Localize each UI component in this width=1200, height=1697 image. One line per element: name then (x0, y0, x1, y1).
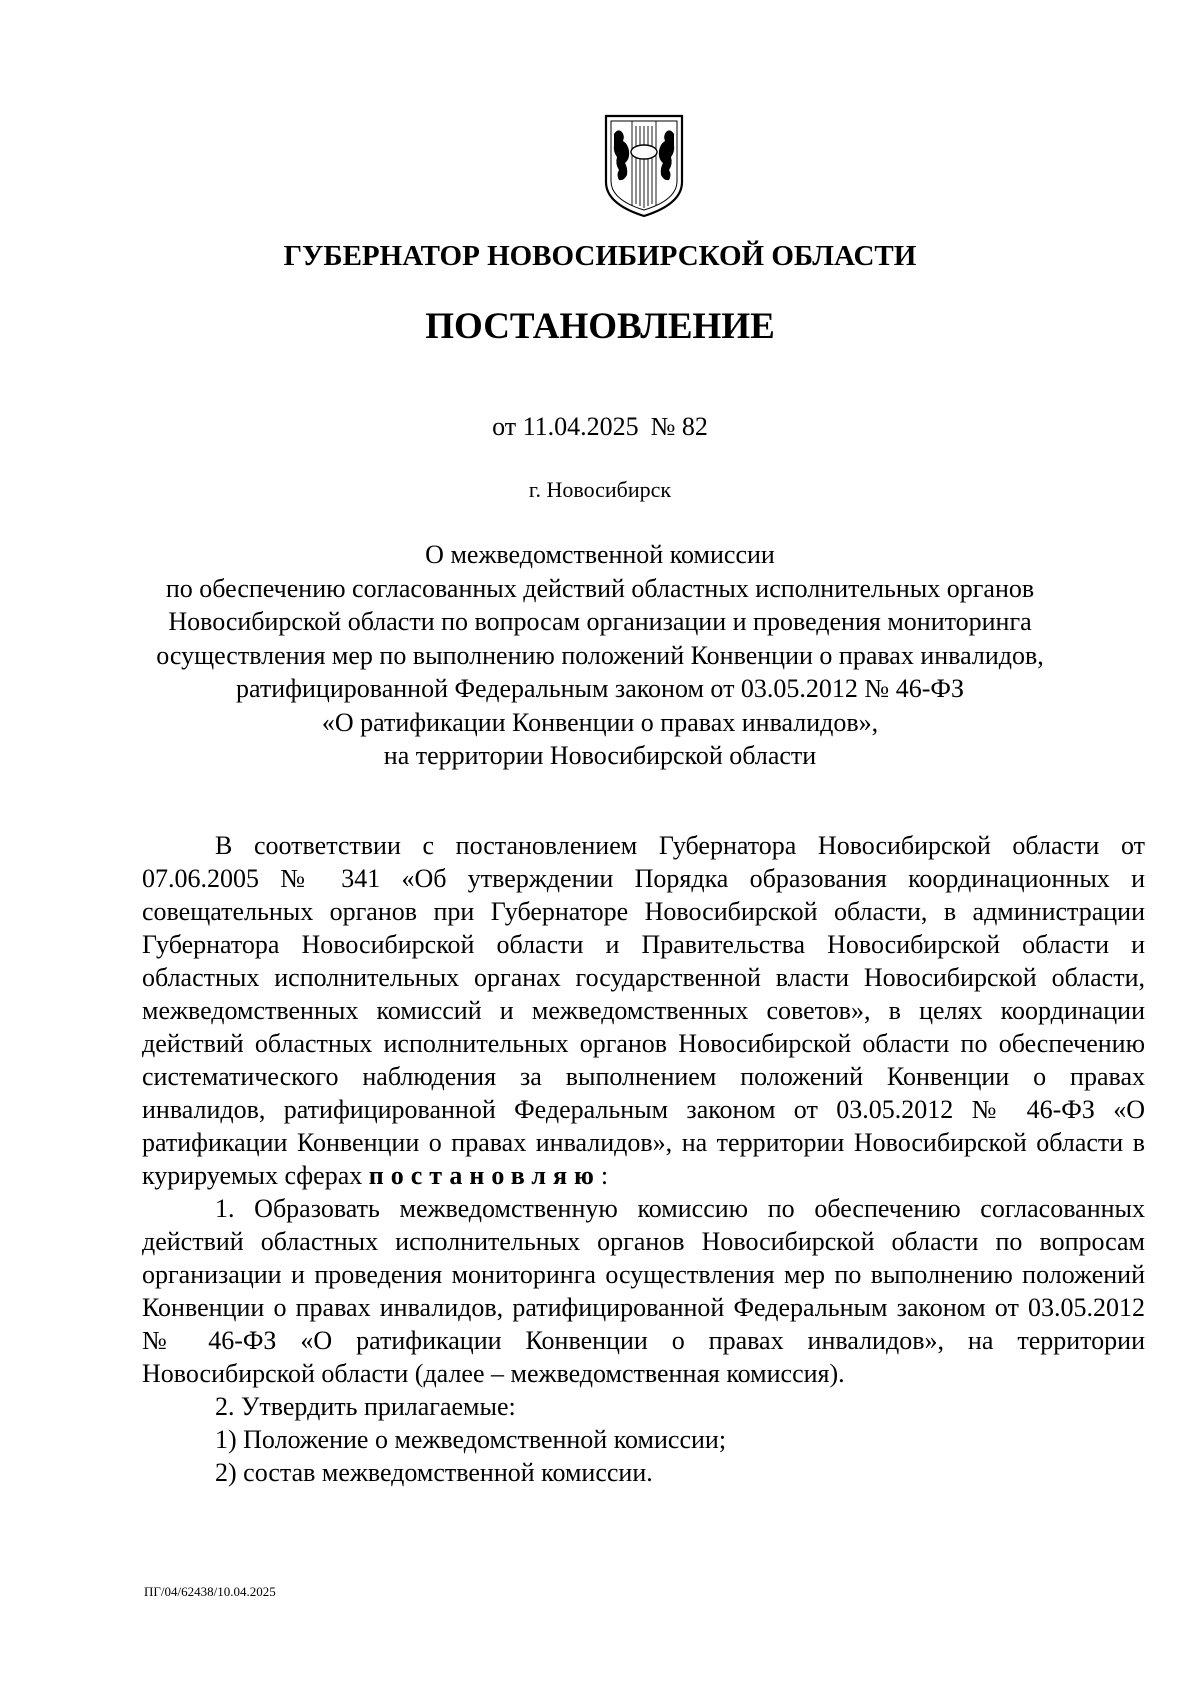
subject-line: на территории Новосибирской области (383, 741, 817, 770)
item-1-paragraph: 1. Образовать межведомственную комиссию по обеспечению согласованных действий областных исполнительных органов Новосибирской области по вопросам организации и проведения мониторинга осуществления мер по выполнению положений Конвенции о правах инвалидов, ратифицированной Федеральным законом от 03.05.2012 № 46-ФЗ «О ратификации Конвенции о правах инвалидов», на территории Новосибирской области (далее – межведомственная комиссия). (142, 1194, 1145, 1388)
footer-registration-code: ПГ/04/62438/10.04.2025 (144, 1584, 276, 1599)
subject-line: О межведомственной комиссии (425, 540, 775, 569)
subject-line: Новосибирской области по вопросам организации и проведения мониторинга (168, 607, 1032, 636)
org-title: ГУБЕРНАТОР НОВОСИБИРСКОЙ ОБЛАСТИ (283, 240, 917, 272)
preamble-text: В соответствии с постановлением Губернатора Новосибирской области от 07.06.2005 № 341 «Об утверждении Порядка образования координационных и совещательных органов при Губернаторе Новосибирской области, в администрации Губернатора Новосибирской области и Правительства Новосибирской области и областных исполнительных органах государственной власти Новосибирской области, межведомственных комиссий и межведомственных советов», в целях координации действий областных исполнительных органов Новосибирской области по обеспечению систематического наблюдения за выполнением положений Конвенции о правах инвалидов, ратифицированной Федеральным законом от 03.05.2012 № 46-ФЗ «О ратификации Конвенции о правах инвалидов», на территории Новосибирской области в курируемых сферах (142, 831, 1145, 1190)
document-date-line (0, 411, 1200, 443)
preamble-paragraph (142, 829, 1145, 1192)
subject-line: по обеспечению согласованных действий областных исполнительных органов (165, 573, 1035, 603)
document-subject (120, 538, 1080, 773)
item-2-1-paragraph: 1) Положение о межведомственной комиссии; (215, 1425, 727, 1454)
decree-colon: : (600, 1161, 609, 1190)
subject-line: осуществления мер по выполнению положений Конвенции о правах инвалидов, (156, 640, 1044, 670)
item-2-2-paragraph: 2) состав межведомственной комиссии. (215, 1458, 653, 1487)
coat-of-arms-icon (602, 112, 686, 218)
document-date: от 11.04.2025 (492, 412, 639, 441)
document-city: г. Новосибирск (528, 477, 672, 502)
subject-line: ратифицированной Федеральным законом от 03.05.2012 № 46-ФЗ (236, 674, 964, 703)
document-type: ПОСТАНОВЛЕНИЕ (425, 306, 775, 347)
decree-word: постановляю (368, 1161, 601, 1190)
subject-line: «О ратификации Конвенции о правах инвалидов», (321, 707, 879, 737)
document-number: № 82 (650, 412, 708, 441)
item-2-paragraph: 2. Утвердить прилагаемые: (215, 1392, 516, 1421)
document-body (142, 829, 1145, 1489)
